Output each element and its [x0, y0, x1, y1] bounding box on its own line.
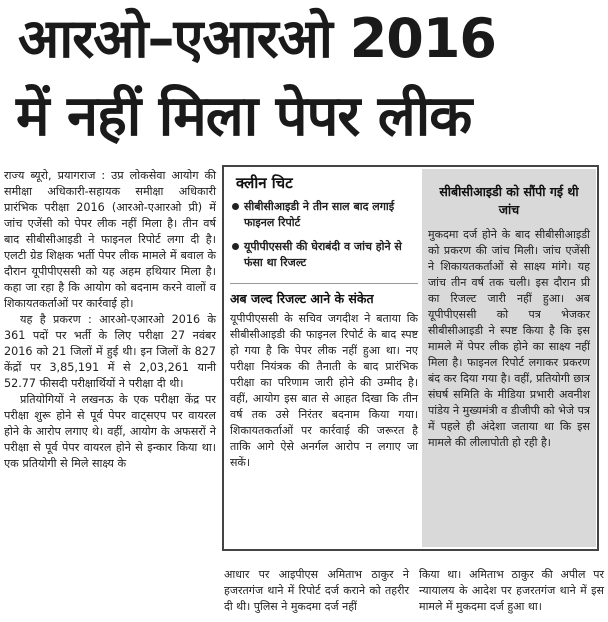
clean-chit-title: क्लीन चिट: [236, 174, 293, 192]
article-paragraph: प्रतियोगियों ने लखनऊ के एक परीक्षा केंद्र पर परीक्षा शुरू होने से पूर्व पेपर वाट्सएप पर वायरल होने के आरोप लगाए थे। वहीं, आयोग के अफसरों ने परीक्षा से पूर्व पेपर वायरल होने से इन्कार किया था। एक प्रतियोगी से मिले साक्ष्य के: [4, 393, 216, 470]
result-signal-heading: अब जल्द रिजल्ट आने के संकेत: [230, 283, 418, 307]
bullet-dot-icon: [232, 203, 239, 210]
clean-chit-box: [222, 165, 599, 551]
bottom-column-2: किया था। अमिताभ ठाकुर की अपील पर न्यायालय के आदेश पर हजरतगंज थाने में इस मामले में मुकदमा दर्ज हुआ था।: [419, 568, 604, 613]
bullet-text: सीबीसीआइडी ने तीन साल बाद लगाई फाइनल रिपोर्ट: [244, 200, 395, 229]
headline-line-1: आरओ–एआरओ 2016: [18, 7, 496, 70]
bottom-continuation: [222, 556, 606, 620]
clean-chit-panel: [230, 167, 418, 471]
article-paragraph: राज्य ब्यूरो, प्रयागराज : उप्र लोकसेवा आयोग की समीक्षा अधिकारी-सहायक समीक्षा अधिकारी प्रारंभिक परीक्षा 2016 (आरओ-एआरओ प्री) में जांच एजेंसी को पेपर लीक नहीं मिला है। तीन वर्ष बाद सीबीसीआइडी ने फाइनल रिपोर्ट लगा दी है। एलटी ग्रेड शिक्षक भर्ती पेपर लीक मामले में बवाल के दौरान यूपीपीएससी को यह अहम हथियार मिला है। कहा जा रहा है कि आयोग को बदनाम करने वालों व शिकायतकर्ताओं पर कार्रवाई हो।: [4, 169, 216, 310]
clean-chit-bullets: [230, 199, 418, 271]
cbcid-heading: सीबीसीआइडी को सौंपी गई थी जांच: [439, 184, 579, 217]
bullet-item: [230, 239, 418, 271]
cbcid-sidebar: [422, 169, 596, 547]
bottom-column-1: आधार पर आइपीएस अमिताभ ठाकुर ने हजरतगंज थाने में रिपोर्ट दर्ज कराने को तहरीर दी थी। पुलिस ने मुकदमा दर्ज नहीं: [224, 568, 409, 613]
cbcid-text: मुकदमा दर्ज होने के बाद सीबीसीआइडी को प्रकरण की जांच मिली। जांच एजेंसी ने शिकायतकर्ताओं से साक्ष्य मांगे। यह जांच तीन वर्ष तक चली। इस दौरान प्री का रिजल्ट जारी नहीं हुआ। अब यूपीपीएससी को पत्र भेजकर सीबीसीआइडी ने स्पष्ट किया है कि इस मामले में पेपर लीक होने का साक्ष्य नहीं मिला है। फाइनल रिपोर्ट लगाकर प्रकरण बंद कर दिया गया है। वहीं, प्रतियोगी छात्र संघर्ष समिति के मीडिया प्रभारी अवनीश पांडेय ने मुख्यमंत्री व डीजीपी को भेजे पत्र में पहले ही अंदेशा जताया था कि इस मामले की लीलापोती हो रही है।: [428, 228, 590, 449]
bullet-item: [230, 199, 418, 231]
headline-line-2: में नहीं मिला पेपर लीक: [16, 84, 472, 149]
article-paragraph: यह है प्रकरण : आरओ-एआरओ 2016 के 361 पदों पर भर्ती के लिए परीक्षा 27 नवंबर 2016 को 21 जिलों में हुई थी। इन जिलों के 827 केंद्रों पर 3,85,191 में से 2,03,261 यानी 52.77 फीसदी परीक्षार्थियों ने परीक्षा दी थी।: [4, 313, 216, 390]
result-signal-text: यूपीपीएससी के सचिव जगदीश ने बताया कि सीबीसीआइडी की फाइनल रिपोर्ट के बाद स्पष्ट हो गया है कि पेपर लीक नहीं हुआ था। नए परीक्षा नियंत्रक की तैनाती के बाद प्रारंभिक परीक्षा का परिणाम जारी होने की उम्मीद है। वहीं, आयोग इस बात से आहत दिखा कि तीन वर्ष तक उसे निरंतर बदनाम किया गया। शिकायतकर्ताओं पर कार्रवाई की जरूरत है ताकि आगे ऐसे अनर्गल आरोप न लगाए जा सकें।: [230, 312, 418, 469]
bullet-text: यूपीपीएससी की घेराबंदी व जांच होने से फंसा था रिजल्ट: [244, 240, 402, 269]
bullet-dot-icon: [232, 243, 239, 250]
left-article-column: [4, 168, 216, 472]
